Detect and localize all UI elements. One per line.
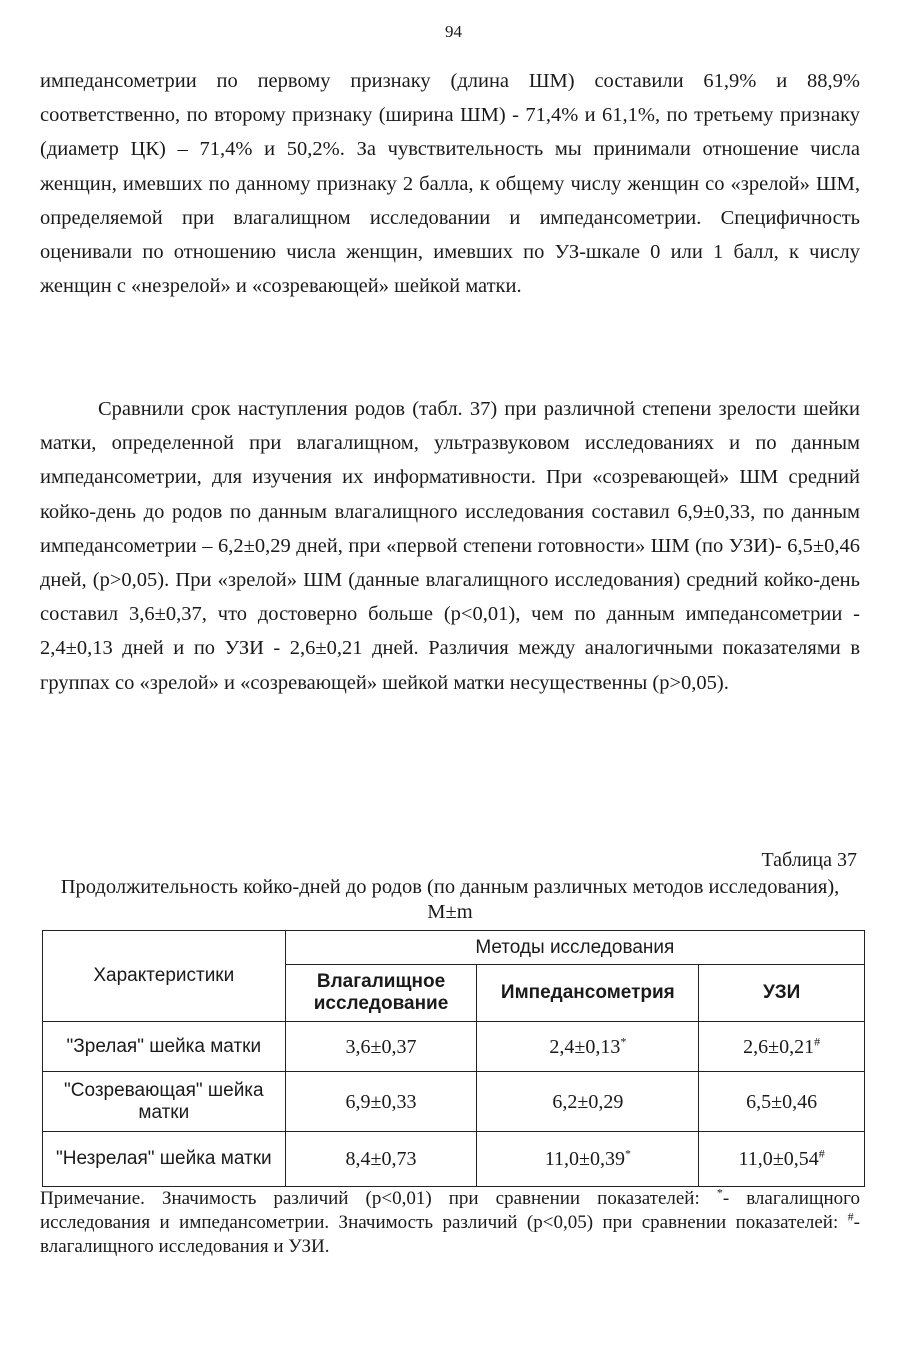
cell-value: 6,2±0,29 [552,1090,624,1113]
table-cell: 6,9±0,33 [285,1072,477,1132]
table-row [43,1132,865,1187]
row-label: "Зрелая" шейка матки [43,1022,286,1072]
note-mark-2: # [847,1209,854,1224]
table-row [43,1072,865,1132]
data-table [42,930,865,1187]
table-row [43,1022,865,1072]
row-label: "Созревающая" шейка матки [43,1072,286,1132]
cell-value: 6,5±0,46 [746,1090,818,1113]
significance-mark: * [624,1146,631,1161]
table-cell [477,1022,699,1072]
column-header-impedance: Импедансометрия [477,965,699,1022]
table-cell [477,1132,699,1187]
table-cell: 3,6±0,37 [285,1022,477,1072]
column-header-ultrasound: УЗИ [699,965,865,1022]
significance-mark: # [818,1146,825,1161]
note-part-2: - влагалищного исследования и импедансометрии. Значимость различий (p<0,05) при сравнении показателей: [40,1188,861,1233]
row-label: "Незрелая" шейка матки [43,1132,286,1187]
table-cell: 8,4±0,73 [285,1132,477,1187]
table-caption: Продолжительность койко-дней до родов (по данным различных методов исследования), M±m [60,876,840,923]
paragraph-2-text: Сравнили срок наступления родов (табл. 37) при различной степени зрелости шейки матки, определенной при влагалищном, ультразвуковом исследованиях и по данным импедансометрии, для изучения их информативности. При «созревающей» ШМ средний койко-день до родов по данным влагалищного исследования составил 6,9±0,33, по данным импедансометрии – 6,2±0,29 дней, при «первой степени готовности» ШМ (по УЗИ)- 6,5±0,46 дней, (p>0,05). При «зрелой» ШМ (данные влагалищного исследования) средний койко-день составил 3,6±0,37, что достоверно больше (p<0,01), чем по данным импедансометрии - 2,4±0,13 дней и по УЗИ - 2,6±0,21 дней. Различия между аналогичными показателями в группах со «зрелой» и «созревающей» шейкой матки несущественны (p>0,05). [40,398,860,694]
table-cell [699,1022,865,1072]
significance-mark: # [814,1033,821,1048]
note-part-3: - влагалищного исследования и УЗИ. [40,1212,860,1257]
paragraph-1-text: импедансометрии по первому признаку (длина ШМ) составили 61,9% и 88,9% соответственно, по второму признаку (ширина ШМ) - 71,4% и 61,1%, по третьему признаку (диаметр ЦК) – 71,4% и 50,2%. За чувствительность мы принимали отношение числа женщин, имевших по данному признаку 2 балла, к общему числу женщин со «зрелой» ШМ, определяемой при влагалищном исследовании и импедансометрии. Специфичность оценивали по отношению числа женщин, имевших по УЗ-шкале 0 или 1 балл, к числу женщин с «незрелой» и «созревающей» шейкой матки. [40,70,860,298]
paragraph-2 [40,392,860,700]
note-part-1: Примечание. Значимость различий (p<0,01) при сравнении показателей: [40,1188,717,1209]
column-header-vaginal: Влагалищное исследование [285,965,477,1022]
cell-value: 2,4±0,13 [549,1035,621,1058]
table-label: Таблица 37 [761,849,857,871]
cell-value: 11,0±0,39 [544,1148,625,1170]
note-mark-1: * [716,1185,723,1200]
table-cell [477,1072,699,1132]
page-number: 94 [445,22,462,41]
paragraph-1 [40,64,860,303]
table-cell [699,1132,865,1187]
table-note [40,1187,860,1259]
cell-value: 2,6±0,21 [743,1035,815,1058]
significance-mark: * [620,1033,627,1048]
table-cell [699,1072,865,1132]
header-characteristics: Характеристики [43,931,286,1022]
header-methods: Методы исследования [285,931,864,965]
cell-value: 11,0±0,54 [738,1148,819,1170]
